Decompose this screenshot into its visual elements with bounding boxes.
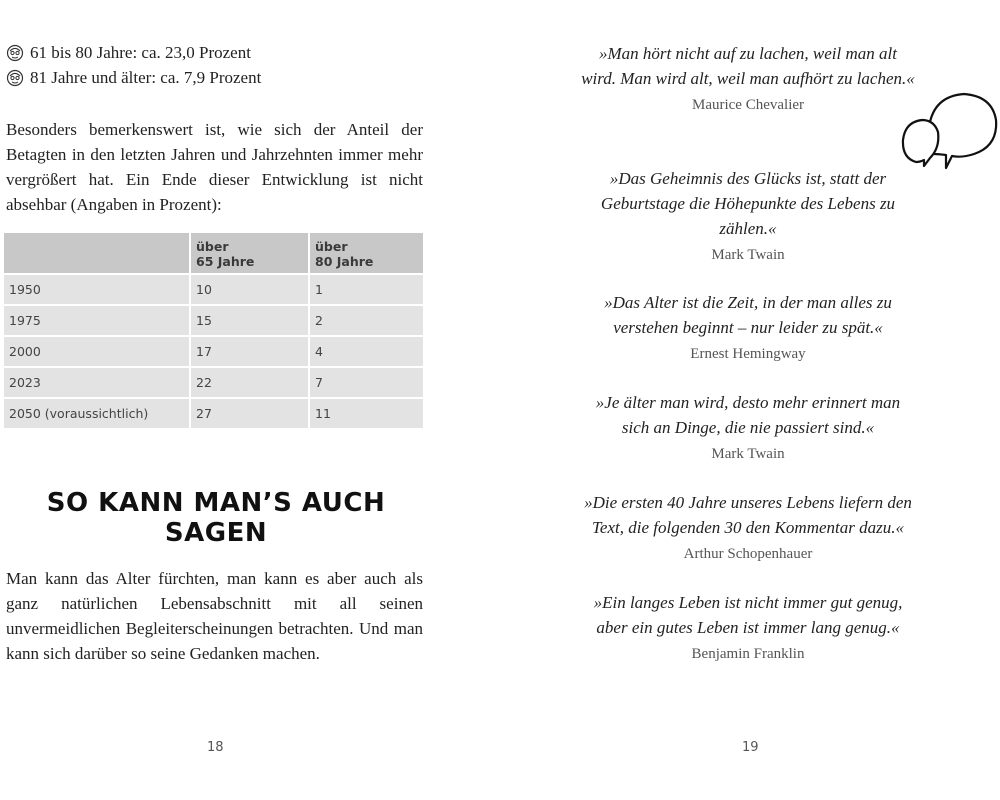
table-row bbox=[4, 336, 423, 367]
table-cell: 1950 bbox=[4, 274, 190, 305]
table-header-cell bbox=[4, 233, 190, 274]
header-line: 65 Jahre bbox=[196, 254, 255, 269]
quote-author: Arthur Schopenhauer bbox=[683, 546, 813, 562]
right-page bbox=[500, 0, 1000, 800]
table-cell: 17 bbox=[190, 336, 309, 367]
table-cell: 2 bbox=[309, 305, 423, 336]
quote-block bbox=[580, 166, 916, 266]
table-row bbox=[4, 398, 423, 428]
header-line: 80 Jahre bbox=[315, 254, 374, 269]
table-row bbox=[4, 367, 423, 398]
table-cell: 27 bbox=[190, 398, 309, 428]
section-heading: SO KANN MAN’S AUCH SAGEN bbox=[46, 488, 386, 548]
table-cell: 11 bbox=[309, 398, 423, 428]
table-header-cell bbox=[190, 233, 309, 274]
bullet-text: 61 bis 80 Jahre: ca. 23,0 Prozent bbox=[30, 43, 251, 62]
old-person-face-icon bbox=[6, 44, 24, 62]
table-cell: 2023 bbox=[4, 367, 190, 398]
statistics-table bbox=[4, 233, 423, 428]
table-cell: 4 bbox=[309, 336, 423, 367]
quote-text: »Man hört nicht auf zu lachen, weil man alt wird. Man wird alt, weil man aufhört zu lachen.« bbox=[581, 44, 915, 88]
old-person-face-icon bbox=[6, 69, 24, 87]
page-number: 18 bbox=[207, 740, 224, 755]
quote-block bbox=[580, 490, 916, 565]
table-header-row bbox=[4, 233, 423, 274]
quote-author: Mark Twain bbox=[711, 247, 785, 263]
quote-author: Ernest Hemingway bbox=[690, 346, 806, 362]
quote-text: »Je älter man wird, desto mehr erinnert man sich an Dinge, die nie passiert sind.« bbox=[595, 393, 901, 437]
quote-text: »Ein langes Leben ist nicht immer gut genug, aber ein gutes Leben ist immer lang genug.« bbox=[593, 593, 903, 637]
closing-paragraph: Man kann das Alter fürchten, man kann es aber auch als ganz natürlichen Lebensabschnitt mit all seinen unvermeidlichen Begleiterscheinungen betrachten. Und man kann sich darüber so seine Gedanken machen. bbox=[6, 569, 423, 663]
quote-author: Maurice Chevalier bbox=[691, 97, 805, 113]
quote-block bbox=[580, 390, 916, 465]
speech-bubbles-icon bbox=[900, 88, 1000, 188]
bullet-text: 81 Jahre und älter: ca. 7,9 Prozent bbox=[30, 68, 262, 87]
quote-block bbox=[580, 290, 916, 365]
table-cell: 2050 (voraussichtlich) bbox=[4, 398, 190, 428]
table-cell: 1975 bbox=[4, 305, 190, 336]
quote-block bbox=[580, 41, 916, 116]
page-number: 19 bbox=[742, 740, 759, 755]
header-line: über bbox=[315, 239, 348, 254]
table-row bbox=[4, 305, 423, 336]
table-header-cell bbox=[309, 233, 423, 274]
table-row bbox=[4, 274, 423, 305]
quote-text: »Das Geheimnis des Glücks ist, statt der Geburtstage die Höhepunkte des Lebens zu zählen.« bbox=[600, 169, 896, 238]
table-cell: 22 bbox=[190, 367, 309, 398]
quote-text: »Die ersten 40 Jahre unseres Lebens liefern den Text, die folgenden 30 den Kommentar dazu.« bbox=[584, 493, 912, 537]
bullet-item bbox=[6, 68, 261, 88]
quote-author: Mark Twain bbox=[711, 446, 785, 462]
bullet-item bbox=[6, 43, 251, 63]
quote-text: »Das Alter ist die Zeit, in der man alles zu verstehen beginnt – nur leider zu spät.« bbox=[604, 293, 892, 337]
table-cell: 15 bbox=[190, 305, 309, 336]
intro-paragraph: Besonders bemerkenswert ist, wie sich der Anteil der Betagten in den letzten Jahren und Jahrzehnten immer mehr vergrößert hat. Ein Ende dieser Entwicklung ist nicht absehbar (Angaben in Prozent): bbox=[6, 120, 423, 214]
left-page bbox=[0, 0, 432, 800]
table-cell: 10 bbox=[190, 274, 309, 305]
table-cell: 2000 bbox=[4, 336, 190, 367]
quote-block bbox=[580, 590, 916, 665]
header-line: über bbox=[196, 239, 229, 254]
table-cell: 7 bbox=[309, 367, 423, 398]
quote-author: Benjamin Franklin bbox=[691, 646, 805, 662]
table-cell: 1 bbox=[309, 274, 423, 305]
